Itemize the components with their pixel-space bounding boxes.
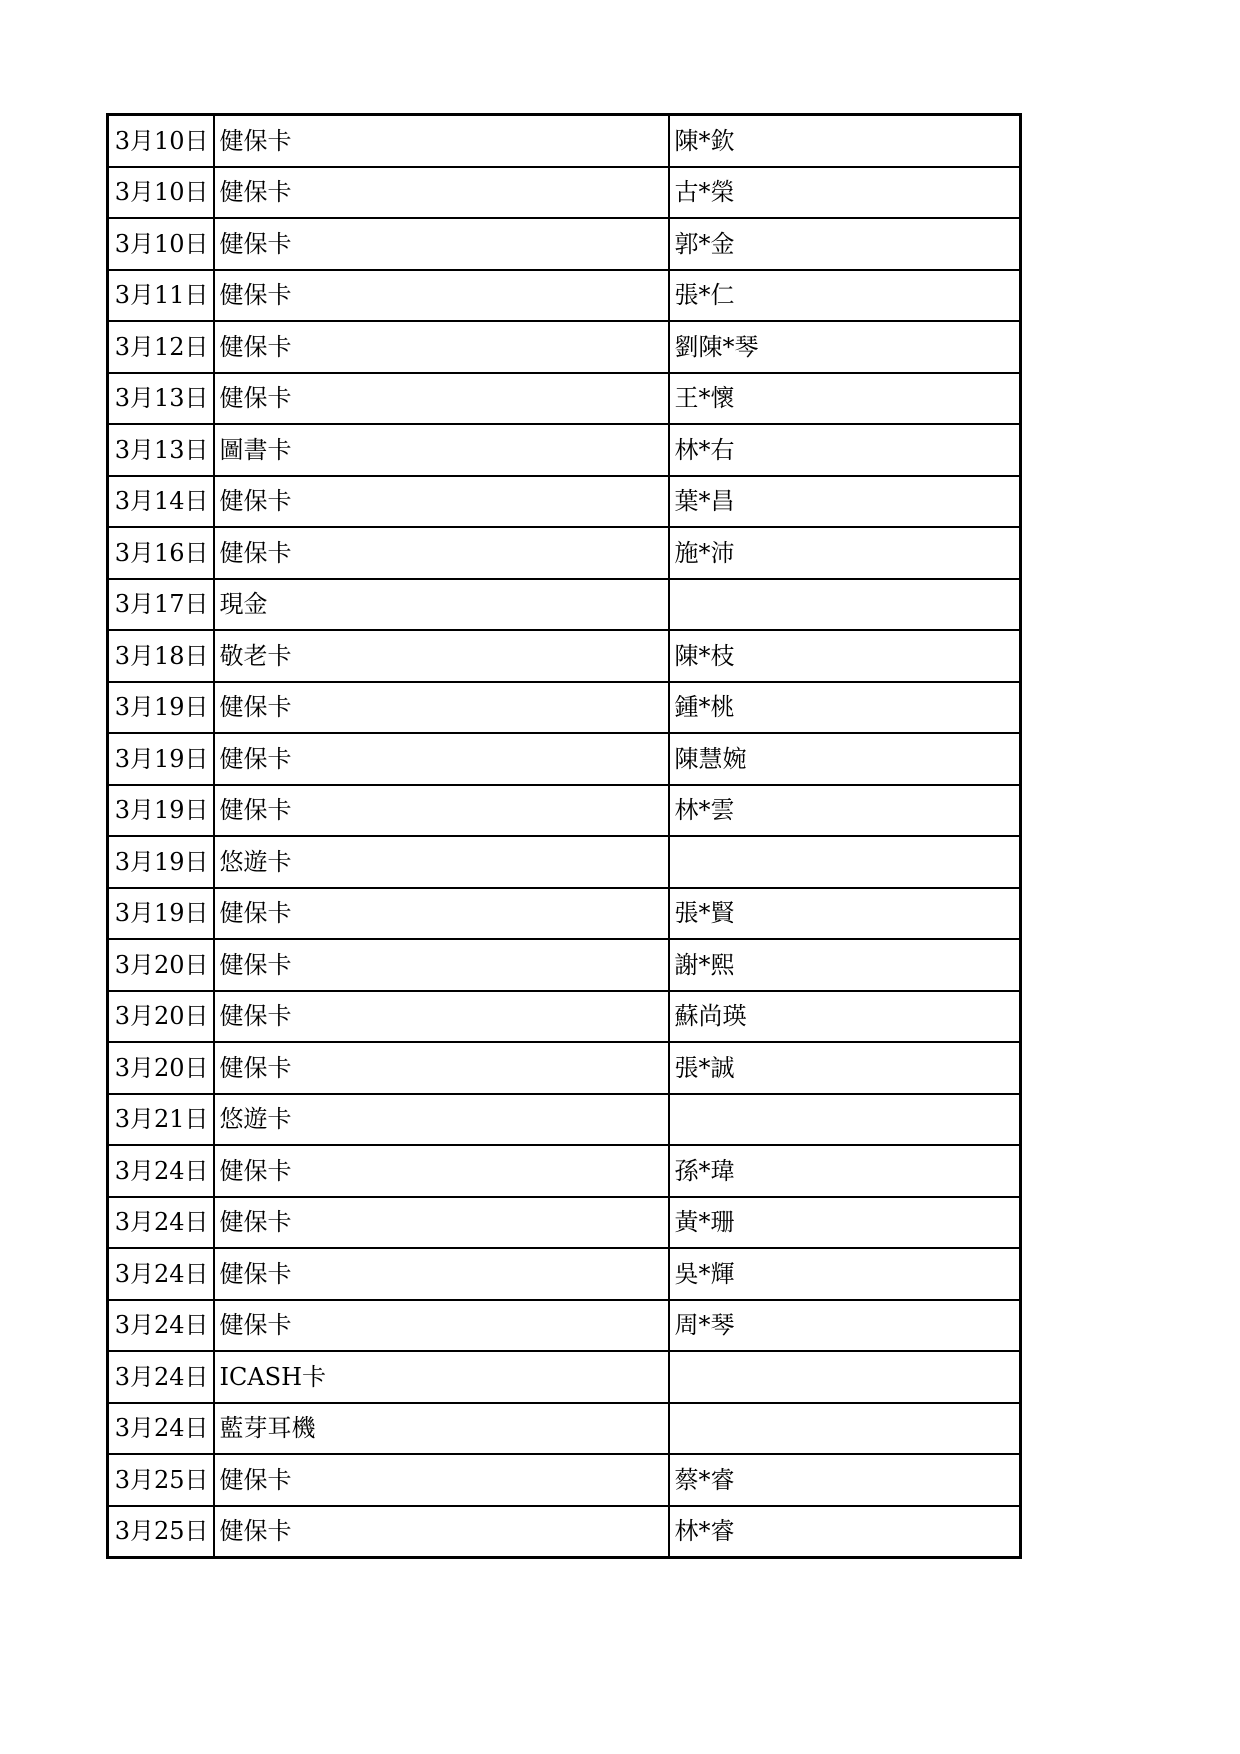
date-cell: 3月11日 xyxy=(108,270,214,322)
table-row xyxy=(108,1506,1021,1558)
date-cell: 3月14日 xyxy=(108,476,214,528)
name-cell: 郭*金 xyxy=(669,218,1021,270)
item-cell: 健保卡 xyxy=(214,1300,669,1352)
item-cell: 健保卡 xyxy=(214,270,669,322)
item-cell: 悠遊卡 xyxy=(214,1094,669,1146)
item-cell: 健保卡 xyxy=(214,1454,669,1506)
table-row xyxy=(108,888,1021,940)
item-cell: 健保卡 xyxy=(214,991,669,1043)
table-row xyxy=(108,939,1021,991)
item-cell: 健保卡 xyxy=(214,1248,669,1300)
name-cell: 葉*昌 xyxy=(669,476,1021,528)
date-cell: 3月13日 xyxy=(108,373,214,425)
name-cell: 孫*瑋 xyxy=(669,1145,1021,1197)
name-cell xyxy=(669,579,1021,631)
name-cell: 林*雲 xyxy=(669,785,1021,837)
table-row xyxy=(108,270,1021,322)
name-cell: 古*榮 xyxy=(669,167,1021,219)
name-cell: 謝*熙 xyxy=(669,939,1021,991)
item-cell: 健保卡 xyxy=(214,321,669,373)
item-cell: 健保卡 xyxy=(214,476,669,528)
name-cell xyxy=(669,1094,1021,1146)
name-cell: 張*仁 xyxy=(669,270,1021,322)
date-cell: 3月20日 xyxy=(108,1042,214,1094)
item-cell: 健保卡 xyxy=(214,1197,669,1249)
item-cell: 圖書卡 xyxy=(214,424,669,476)
table-row xyxy=(108,1300,1021,1352)
name-cell: 林*右 xyxy=(669,424,1021,476)
date-cell: 3月19日 xyxy=(108,785,214,837)
date-cell: 3月19日 xyxy=(108,733,214,785)
name-cell xyxy=(669,1403,1021,1455)
name-cell: 張*賢 xyxy=(669,888,1021,940)
item-cell: 健保卡 xyxy=(214,115,669,167)
table-row xyxy=(108,218,1021,270)
date-cell: 3月10日 xyxy=(108,218,214,270)
date-cell: 3月24日 xyxy=(108,1351,214,1403)
date-cell: 3月20日 xyxy=(108,939,214,991)
item-cell: 健保卡 xyxy=(214,733,669,785)
date-cell: 3月21日 xyxy=(108,1094,214,1146)
date-cell: 3月19日 xyxy=(108,682,214,734)
item-cell: 敬老卡 xyxy=(214,630,669,682)
table-row xyxy=(108,115,1021,167)
name-cell: 蔡*睿 xyxy=(669,1454,1021,1506)
table-row xyxy=(108,373,1021,425)
item-cell: 健保卡 xyxy=(214,373,669,425)
table-row xyxy=(108,1094,1021,1146)
date-cell: 3月24日 xyxy=(108,1403,214,1455)
name-cell: 王*懷 xyxy=(669,373,1021,425)
item-cell: 健保卡 xyxy=(214,1145,669,1197)
table-row xyxy=(108,1454,1021,1506)
item-cell: 現金 xyxy=(214,579,669,631)
date-cell: 3月17日 xyxy=(108,579,214,631)
date-cell: 3月24日 xyxy=(108,1300,214,1352)
table-row xyxy=(108,630,1021,682)
name-cell: 蘇尚瑛 xyxy=(669,991,1021,1043)
item-cell: 悠遊卡 xyxy=(214,836,669,888)
date-cell: 3月19日 xyxy=(108,836,214,888)
name-cell: 陳*欽 xyxy=(669,115,1021,167)
date-cell: 3月18日 xyxy=(108,630,214,682)
date-cell: 3月24日 xyxy=(108,1248,214,1300)
table-row xyxy=(108,476,1021,528)
table-row xyxy=(108,167,1021,219)
name-cell: 黃*珊 xyxy=(669,1197,1021,1249)
name-cell xyxy=(669,1351,1021,1403)
lost-items-table xyxy=(106,113,1022,1559)
date-cell: 3月10日 xyxy=(108,167,214,219)
item-cell: 健保卡 xyxy=(214,527,669,579)
date-cell: 3月19日 xyxy=(108,888,214,940)
item-cell: 藍芽耳機 xyxy=(214,1403,669,1455)
item-cell: 健保卡 xyxy=(214,682,669,734)
date-cell: 3月24日 xyxy=(108,1145,214,1197)
name-cell: 林*睿 xyxy=(669,1506,1021,1558)
item-cell: 健保卡 xyxy=(214,1506,669,1558)
table-row xyxy=(108,1248,1021,1300)
date-cell: 3月16日 xyxy=(108,527,214,579)
date-cell: 3月13日 xyxy=(108,424,214,476)
table-row xyxy=(108,579,1021,631)
name-cell: 陳*枝 xyxy=(669,630,1021,682)
table-row xyxy=(108,1197,1021,1249)
table-row xyxy=(108,527,1021,579)
table-row xyxy=(108,1403,1021,1455)
name-cell: 劉陳*琴 xyxy=(669,321,1021,373)
table-row xyxy=(108,836,1021,888)
date-cell: 3月24日 xyxy=(108,1197,214,1249)
item-cell: 健保卡 xyxy=(214,785,669,837)
table-row xyxy=(108,1042,1021,1094)
date-cell: 3月25日 xyxy=(108,1506,214,1558)
table-row xyxy=(108,1145,1021,1197)
name-cell: 張*誠 xyxy=(669,1042,1021,1094)
date-cell: 3月20日 xyxy=(108,991,214,1043)
item-cell: ICASH卡 xyxy=(214,1351,669,1403)
table-row xyxy=(108,785,1021,837)
item-cell: 健保卡 xyxy=(214,167,669,219)
table-row xyxy=(108,733,1021,785)
name-cell: 陳慧婉 xyxy=(669,733,1021,785)
date-cell: 3月12日 xyxy=(108,321,214,373)
name-cell: 周*琴 xyxy=(669,1300,1021,1352)
item-cell: 健保卡 xyxy=(214,888,669,940)
date-cell: 3月25日 xyxy=(108,1454,214,1506)
item-cell: 健保卡 xyxy=(214,1042,669,1094)
table-row xyxy=(108,321,1021,373)
item-cell: 健保卡 xyxy=(214,218,669,270)
name-cell: 鍾*桃 xyxy=(669,682,1021,734)
table-row xyxy=(108,424,1021,476)
table-body xyxy=(108,115,1021,1558)
item-cell: 健保卡 xyxy=(214,939,669,991)
name-cell: 吳*輝 xyxy=(669,1248,1021,1300)
name-cell xyxy=(669,836,1021,888)
table-row xyxy=(108,1351,1021,1403)
table-row xyxy=(108,991,1021,1043)
name-cell: 施*沛 xyxy=(669,527,1021,579)
table-row xyxy=(108,682,1021,734)
date-cell: 3月10日 xyxy=(108,115,214,167)
